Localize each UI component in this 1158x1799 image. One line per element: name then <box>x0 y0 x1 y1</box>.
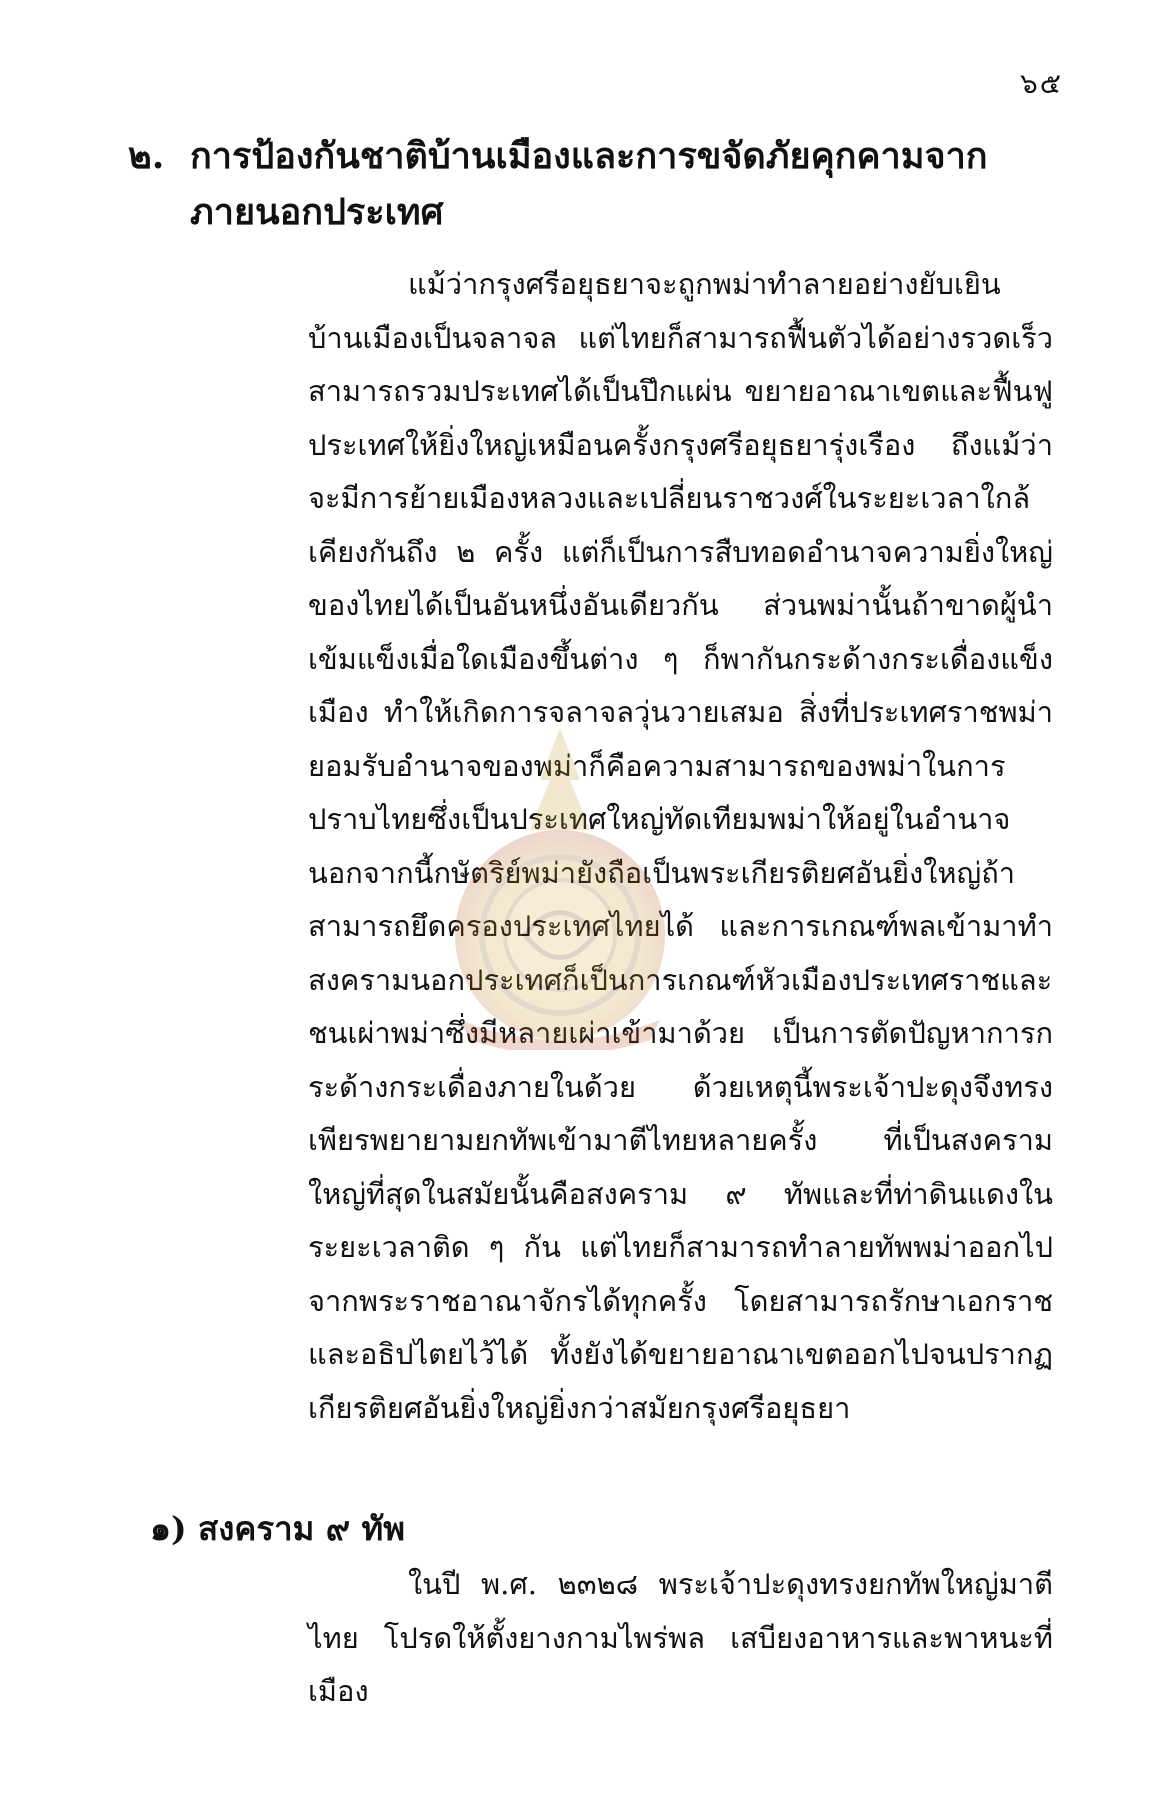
section-heading <box>128 128 1068 240</box>
section-title-line1: การป้องกันชาติบ้านเมืองและการขจัดภัยคุกคามจาก <box>190 135 988 177</box>
subsection-heading: ๑) สงคราม ๙ ทัพ <box>150 1509 406 1548</box>
paragraph-2: ในปี พ.ศ. ๒๓๒๘ พระเจ้าปะดุงทรงยกทัพใหญ่มาตีไทย โปรดให้ตั้งยางกามไพร่พล เสบียงอาหารและพาหนะที่เมือง <box>308 1567 1053 1708</box>
section-number: ๒. <box>128 135 165 177</box>
section-title-line2: ภายนอกประเทศ <box>190 191 444 233</box>
page-number: ๖๕ <box>1020 67 1063 100</box>
paragraph-1: แม้ว่ากรุงศรีอยุธยาจะถูกพม่าทำลายอย่างยับเยิน บ้านเมืองเป็นจลาจล แต่ไทยก็สามารถฟื้นตัวได้อย่างรวดเร็ว สามารถรวมประเทศได้เป็นปึกแผ่น ขยายอาณาเขตและฟื้นฟูประเทศให้ยิ่งใหญ่เหมือนครั้งกรุงศรีอยุธยารุ่งเรือง ถึงแม้ว่าจะมีการย้ายเมืองหลวงและเปลี่ยนราชวงศ์ในระยะเวลาใกล้เคียงกันถึง ๒ ครั้ง แต่ก็เป็นการสืบทอดอำนาจความยิ่งใหญ่ของไทยได้เป็นอันหนึ่งอันเดียวกัน ส่วนพม่านั้นถ้าขาดผู้นำเข้มแข็งเมื่อใดเมืองขึ้นต่าง ๆ ก็พากันกระด้างกระเดื่องแข็งเมือง ทำให้เกิดการจลาจลวุ่นวายเสมอ สิ่งที่ประเทศราชพม่ายอมรับอำนาจของพม่าก็คือความสามารถของพม่าในการปราบไทยซึ่งเป็นประเทศใหญ่ทัดเทียมพม่าให้อยู่ในอำนาจ นอกจากนี้กษัตริย์พม่ายังถือเป็นพระเกียรติยศอันยิ่งใหญ่ถ้าสามารถยึดครองประเทศไทยได้ และการเกณฑ์พลเข้ามาทำสงครามนอกประเทศก็เป็นการเกณฑ์หัวเมืองประเทศราชและชนเผ่าพม่าซึ่งมีหลายเผ่าเข้ามาด้วย เป็นการตัดปัญหาการกระด้างกระเดื่องภายในด้วย ด้วยเหตุนี้พระเจ้าปะดุงจึงทรงเพียรพยายามยกทัพเข้ามาตีไทยหลายครั้ง ที่เป็นสงครามใหญ่ที่สุดในสมัยนั้นคือสงคราม ๙ ทัพและที่ท่าดินแดงในระยะเวลาติด ๆ กัน แต่ไทยก็สามารถทำลายทัพพม่าออกไปจากพระราชอาณาจักรได้ทุกครั้ง โดยสามารถรักษาเอกราชและอธิปไตยไว้ได้ ทั้งยังได้ขยายอาณาเขตออกไปจนปรากฏเกียรติยศอันยิ่งใหญ่ยิ่งกว่าสมัยกรุงศรีอยุธยา <box>308 267 1053 1425</box>
